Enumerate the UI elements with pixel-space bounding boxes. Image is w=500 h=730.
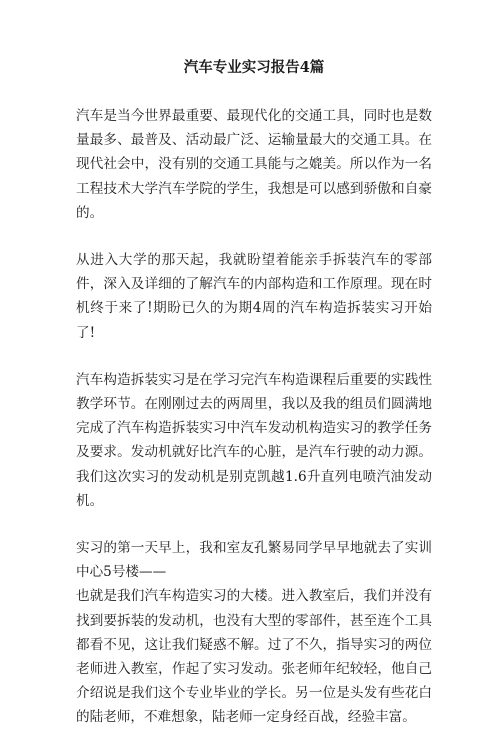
paragraph-2: 从进入大学的那天起，我就盼望着能亲手拆装汽车的零部件，深入及详细的了解汽车的内部构造和工作原理。现在时机终于来了!期盼已久的为期4周的汽车构造拆装实习开始了! [76, 252, 432, 341]
document-title: 汽车专业实习报告4篇 [183, 59, 325, 76]
paragraph-4: 实习的第一天早上，我和室友孔繁易同学早早地就去了实训中心5号楼—— [76, 540, 432, 581]
paragraph-1: 汽车是当今世界最重要、最现代化的交通工具，同时也是数量最多、最普及、活动最广泛、运输量最大的交通工具。在现代社会中，没有别的交通工具能与之媲美。所以作为一名工程技术大学汽车学院的学生，我想是可以感到骄傲和自豪的。 [76, 108, 432, 221]
paragraph-3: 汽车构造拆装实习是在学习完汽车构造课程后重要的实践性教学环节。在刚刚过去的两周里，我以及我的组员们圆满地完成了汽车构造拆装实习中汽车发动机构造实习的教学任务及要求。发动机就好比汽车的心脏，是汽车行驶的动力源。我们这次实习的发动机是别克凯越1.6升直列电喷汽油发动机。 [76, 371, 432, 509]
paragraph-5: 也就是我们汽车构造实习的大楼。进入教室后，我们并没有找到要拆装的发动机，也没有大型的零部件，甚至连个工具都看不见，这让我们疑惑不解。过了不久，指导实习的两位老师进入教室，作起了实习发动。张老师年纪较轻，他自己介绍说是我们这个专业毕业的学长。另一位是头发有些花白的陆老师，不难想象，陆老师一定身经百战，经验丰富。 [76, 588, 432, 726]
